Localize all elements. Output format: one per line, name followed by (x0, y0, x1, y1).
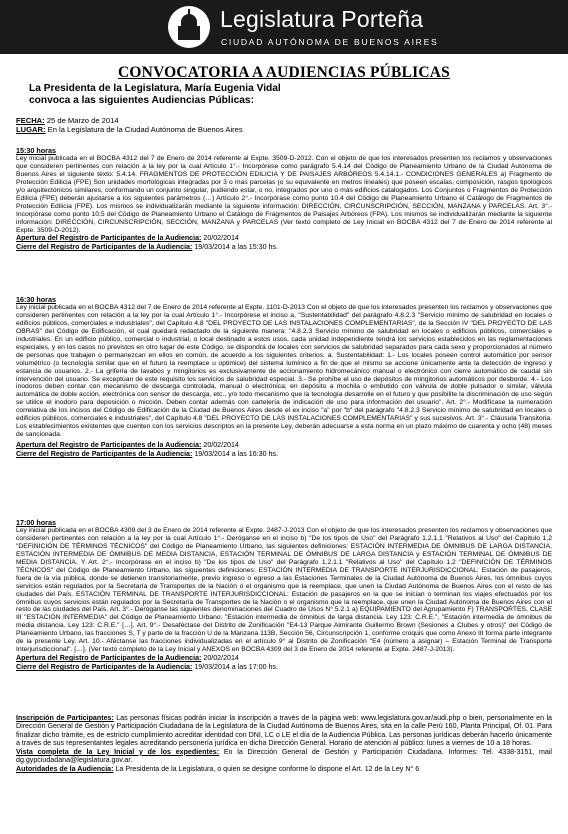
hearing-text: Ley inicial publicada en el BOCBA 4312 del 7 de Enero de 2014 referente al Expte. 3509-D-2012. Con el objeto de que los interesados presenten los reclamos y observaciones que consideren pertinentes con relación a la ley por la cual Artículo 1°.- Incorpórese como parágrafo 5.4.14 del Código de Planeamiento Urbano de la Ciudad Autónoma de Buenos Aires el siguiente texto: 5.4.14. FRAGMENTOS DE PROTECCIÓN EDILICIA Y DE PAISAJES ARBÓREOS 5.4.14.1.- CONDICIONES GENERALES a) Fragmento de Protección Edilicia (FPE) Son unidades morfológicas integradas por 3 o mas parcelas (o su equivalente en metros lineales) que poseen escalas, composición, rasgos tipológicos y/o arquitectónicos similares, conformando un conjunto singular, pudiendo estar, o no, integrados por uno o más edificios catalogados. Los Conjuntos o Fragmentos de Protección Edilicia (FPE) deberán ajustarse a los siguientes parámetros (…) Artículo 2°.- Incorpórase como punto 10.4 del Código de Planeamiento Urbano el Catálogo de Fragmentos de Protección Edilicia (FPE). Los mismos se individualizarán mediante la siguiente información: DIRECCIÓN, CIRCUNSCRIPCIÓN, SECCIÓN, MANZANA y PARCELAS. Art. 3°.- Incorpórase como punto 10.5 del Código de Planeamiento Urbano el Catálogo de Fragmentos de Paisajes Arbóreos (FPA). Los mismos se individualizarán mediante la siguiente información: DIRECCIÓN, CIRCUNSCRIPCIÓN, SECCIÓN, MANZANA y PARCELAS (Ver texto completo de Ley Inicial en BOCBA 4312 del 7 de Enero de 2014 referente al Expte. 3509-D-2012). (16, 154, 552, 234)
apertura-row (16, 235, 552, 243)
hearing-section-3 (16, 519, 552, 672)
hearing-text: Ley inicial publicada en el BOCBA 4309 del 3 de Enero de 2014 referente al Expte. 2487-J-2013 Con el objeto de que los interesados presenten los reclamos y observaciones que consideren pertinentes con relación a la ley por la cual Artículo 1°.- Deróganse en el inciso b) "De los tipos de Uso" del Parágrafo 1.2.1.1 "Relativos al Uso" del Capítulo 1.2 "DEFINICIÓN DE TÉRMINOS TÉCNICOS" del Código de Planeamiento Urbano, las siguientes definiciones: ESTACIÓN INTERMEDIA DE ÓMNIBUS DE LARGA DISTANCIA, ESTACIÓN INTERMEDIA DE ÓMNIBUS DE MEDIA DISTANCIA, ESTACIÓN TERMINAL DE ÓMNIBUS DE LARGA DISTANCIA y ESTACIÓN TERMINAL DE ÓMNIBUS DE MEDIA DISTANCIA. Y Art. 2°.- Incorpórase en el inciso b) "De los tipos de Uso" del Parágrafo 1.2.1.1 "Relativos al Uso" del Capítulo 1.2 "DEFINICIÓN DE TÉRMINOS TÉCNICOS" del Código de Planeamiento Urbano, las siguientes definiciones: ESTACIÓN INTERMEDIA DE TRANSPORTE INTERJURISDICCIONAL: Estación de pasajeros, fuera de la vía pública, donde se detienen transitoriamente, previo ingreso o egreso a las Estaciones Terminales de la Ciudad Autónoma de Buenos Aires, los ómnibus cuyos servicios están regulados por la Secretaría de Transportes de la Nación o el organismo que la reemplace, que unen la Ciudad Autónoma de Buenos Aires con el resto de las ciudades del País. ESTACIÓN TERMINAL DE TRANSPORTE INTERJURISDICCIONAL: Estación de pasajeros en la que se inician o terminan los viajes efectuados por los ómnibus cuyos servicios están regulados por la Secretaría de Transportes de la Nación o el organismo que la reemplace, que unen la Ciudad Autónoma de Buenos Aires con el resto de las ciudades del País. Art. 3°.- Deróganse las siguientes denominaciones del Cuadro de Usos N° 5.2.1 a) EQUIPAMIENTO del Agrupamiento F) TRANSPORTES, CLASE III "ESTACIÓN INTERMEDIA" del Código de Planeamiento Urbano: "Estación intermedia de ómnibus de larga distancia. Ley 123: C.R.E.", "Estación intermedia de ómnibus de media distancia. Ley 123: C.R.E." […]. Art. 9°.- Desaféctase del Distrito de Zonificación "E4-13 Parque Almirante Guillermo Brown (Sesiones a Clubes y otros)" del Código de Planeamiento Urbano, las fracciones S, T y parte de la fracción U de la Manzana 113B, Sección 56, Circunscripción 1, conforme croquis que como Anexo III forma parte integrante de la presente Ley. Art. 10.- Aféctanse las fracciones individualizadas en el artículo 9° al Distrito de Zonificación "E4 (número a asignar) – Estación Terminal de Transporte Interjurisdiccional". […]. (Ver texto completo de la Ley Inicial y ANEXOS en BOCBA 4309 del 3 de Enero de 2014 referente al Expte. 2487-J-2013). (16, 526, 552, 654)
hearing-section-2 (16, 296, 552, 459)
cierre-row (16, 664, 552, 672)
cierre-label: Cierre del Registro de Participantes de la Audiencia: (16, 450, 193, 459)
apertura-label: Apertura del Registro de Participantes de la Audiencia: (16, 234, 202, 243)
hearing-section-1 (16, 147, 552, 252)
apertura-label: Apertura del Registro de Participantes de la Audiencia: (16, 441, 202, 450)
intro-line-2: convoca a las siguientes Audiencias Públicas: (29, 95, 254, 106)
autoridades-text: La Presidenta de la Legislatura, o quien se designe conforme lo dispone el Art. 12 de la Ley N° 6 (113, 764, 420, 773)
apertura-row (16, 442, 552, 450)
vista-text: En la Dirección General de Gestión y Participación Ciudadana. Informes: Tel. 4338-3151, mail dg.gypciudadana@legislatura.gov.ar. (16, 747, 552, 765)
legislature-building-icon (168, 6, 210, 48)
brand-subtitle: CIUDAD AUTÓNOMA DE BUENOS AIRES (221, 37, 439, 47)
footer-block (16, 714, 552, 773)
hearing-hour: 15:30 horas (16, 146, 56, 155)
meta-block (16, 116, 243, 134)
fecha-value: 25 de Marzo de 2014 (44, 116, 119, 125)
cierre-label: Cierre del Registro de Participantes de la Audiencia: (16, 663, 193, 672)
intro (29, 83, 281, 107)
cierre-value: 19/03/2014 a las 15:30 hs. (192, 243, 278, 252)
apertura-value: 20/02/2014 (201, 234, 239, 243)
apertura-label: Apertura del Registro de Participantes de la Audiencia: (16, 654, 202, 663)
inscripcion-text: Las personas físicas podrán iniciar la inscripción a través de la página web: www.legislatura.gov.ar/audi.php o bien, personalmente en la Dirección General de Gestión y Participación Ciudadana de la Legislatura de la Ciudad Autónoma de Buenos Aires, sita en la calle Perú 160, Planta Principal, Of. 01. Para finalizar dicho trámite, es de estricto cumplimiento acreditar identidad con DNI, LC o LE el día de la Audiencia Pública. Las personas jurídicas deberán hacerlo únicamente a través de sus representantes legales acreditando personería jurídica en dicha Dirección General. Horario de atención al público: lunes a viernes de 10 a 18 horas. (16, 714, 552, 748)
lugar-label: LUGAR: (16, 125, 46, 135)
fecha-row (16, 116, 243, 125)
cierre-row (16, 451, 552, 459)
hearing-hour: 17:00 horas (16, 518, 56, 527)
inscripcion-label: Inscripción de Participantes: (16, 714, 114, 722)
cierre-label: Cierre del Registro de Participantes de la Audiencia: (16, 243, 193, 252)
header-banner (0, 0, 568, 54)
fecha-label: FECHA: (16, 116, 45, 125)
apertura-value: 20/02/2014 (201, 654, 239, 663)
vista-paragraph (16, 748, 552, 765)
page-title: CONVOCATORIA A AUDIENCIAS PÚBLICAS (118, 64, 450, 81)
hearing-hour: 16:30 horas (16, 295, 56, 304)
lugar-row (16, 125, 243, 134)
autoridades-label: Autoridades de la Audiencia: (16, 764, 114, 773)
cierre-row (16, 244, 552, 252)
lugar-value: En la Legislatura de la Ciudad Autónoma de Buenos Aires (45, 125, 243, 135)
apertura-value: 20/02/2014 (201, 441, 239, 450)
intro-line-1: La Presidenta de la Legislatura, María Eugenia Vidal (29, 83, 281, 94)
cierre-value: 19/03/2014 a las 16:30 hs. (192, 450, 278, 459)
inscripcion-paragraph (16, 714, 552, 748)
cierre-value: 19/03/2014 a las 17:00 hs. (192, 663, 278, 672)
brand-title: Legislatura Porteña (220, 6, 424, 32)
vista-label: Vista completa de la Ley Inicial y de los expedientes: (16, 747, 220, 756)
apertura-row (16, 655, 552, 663)
hearing-text: Ley inicial publicada en el BOCBA 4312 del 7 de Enero de 2014 referente al Expte. 1101-D-2013 Con el objeto de que los interesados presenten los reclamos y observaciones que consideren pertinentes con relación a la ley por la cual Artículo 1°.- Incorpórese el inciso a, "Sustentabilidad" del parágrafo 4.8.2.3 "Servicio mínimo de salubridad en locales o edificios públicos, comerciales e industriales", del Capítulo 4.8 "DEL PROYECTO DE LAS INSTALACIONES COMPLEMENTARIAS", de la Sección IV "DEL PROYECTO DE LAS OBRAS" del Código de Edificación, el cual quedará redactado de la siguiente manera: "4.8.2.3 Servicio mínimo de salubridad en locales o edificios públicos, comerciales e industriales. En un edificio público, comercial o industrial, o local destinado a estos usos, cada unidad independiente tendrá los servicios establecidos en las reglamentaciones especiales, y en los casos no previstos en otro lugar de este Código, se dispondrá de locales con servicios de salubridad separados para cada sexo y proporcionados al número de personas que trabajen o permanezcan en ellos en común, de acuerdo a los siguientes criterios: a. Sustentabilidad: 1.- Los locales poseen control automático por sensor volumétrico (o tecnología similar que en el futuro la reemplace u optimice) del sistema lumínico a fin de que el mismo se accione únicamente ante la detección de ingreso y estancia de usuarios. 2.- La grifería de lavabos y mingitorios es exclusivamente de accionamiento hidromecánico manual o electrónico con cierre automático de caudal sin intervención del usuario. Se exceptúan de este requisito los servicios de salubridad especial. 3.- Se prohíbe el uso de depósitos de mingitorios automáticos por desborde. 4.- Los inodoros deben contar con mecanismo de descarga controlada, manual o electrónica; en depósito a mochila o embutido con válvula de doble pulsador o similar, válvula automática de doble acción, electrónica con sensor de descarga, etc., y/o todo mecanismo que la tecnología desarrolle en el futuro y que posibilite la discriminación de uso según se utilice el inodoro para deposición o micción. Deben contar además con cartelería de indicación de uso para información del usuario". Art. 2°.- Modifícase la numeración correlativa de los incisos del Código de Edificación de la Ciudad de Buenos Aires desde el ex inciso "a" por "b" del parágrafo "4.8.2.3 Servicio mínimo de salubridad en locales o edificios públicos, comerciales e industriales", del Capítulo 4.8 "DEL PROYECTO DE LAS INSTALACIONES COMPLEMENTARIAS" y sus sucesivos. Art. 3°.- Cláusula Transitoria. Los establecimientos existentes que cuenten con los servicios descriptos en la presente Ley, deberán adecuarse a esta norma en un plazo máximo de cuarenta y ocho (48) meses de sancionada. (16, 303, 552, 439)
autoridades-paragraph (16, 765, 552, 773)
